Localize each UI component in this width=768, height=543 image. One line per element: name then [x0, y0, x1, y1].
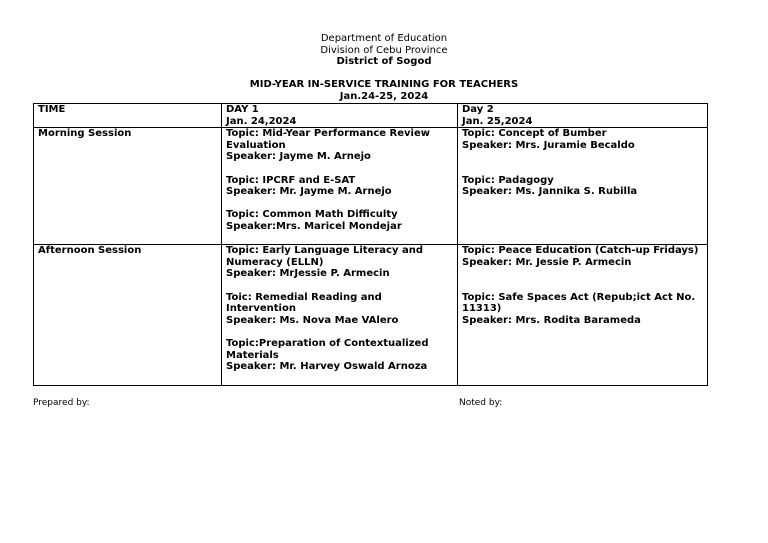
session-topic: Topic: Common Math Difficulty — [226, 209, 398, 221]
morning-day2-cell — [458, 128, 708, 245]
session-topic: Topic: IPCRF and E-SAT — [226, 174, 356, 186]
session-speaker: Speaker: Ms. Jannika S. Rubilla — [462, 186, 638, 198]
afternoon-day2-cell — [458, 245, 708, 386]
session-speaker: Speaker: Mrs. Rodita Barameda — [462, 314, 641, 326]
division-line: Division of Cebu Province — [320, 45, 448, 56]
afternoon-row — [34, 245, 708, 386]
day2-header — [458, 104, 708, 128]
afternoon-time-cell — [34, 245, 222, 386]
session-speaker: Speaker: MrJessie P. Armecin — [226, 268, 390, 280]
day2-date: Jan. 25,2024 — [462, 115, 533, 127]
document-dates: Jan.24-25, 2024 — [339, 91, 429, 102]
session-topic: Topic: Early Language Literacy and Numeracy (ELLN) — [226, 245, 423, 268]
session-topic: Topic: Mid-Year Performance Review Evaluation — [226, 128, 430, 151]
day1-label: DAY 1 — [226, 104, 259, 115]
prepared-by-label: Prepared by: — [33, 398, 90, 408]
session-topic: Topic: Peace Education (Catch-up Fridays) — [462, 245, 699, 257]
session-topic: Topic: Safe Spaces Act (Repub;ict Act No. 11313) — [462, 291, 696, 315]
session-speaker: Speaker:Mrs. Maricel Mondejar — [226, 220, 402, 232]
session-speaker: Speaker: Ms. Nova Mae VAlero — [226, 314, 399, 326]
noted-by-label: Noted by: — [459, 398, 503, 408]
morning-time-cell — [34, 128, 222, 245]
morning-time-label: Morning Session — [38, 128, 132, 140]
morning-row — [34, 128, 708, 245]
morning-day1-cell — [222, 128, 458, 245]
session-topic: Topic: Concept of Bumber — [462, 128, 607, 140]
time-header — [34, 104, 222, 128]
district-line: District of Sogod — [336, 56, 432, 67]
session-topic: Topic:Preparation of Contextualized Materials — [226, 337, 429, 361]
session-topic: Toic: Remedial Reading and Intervention — [226, 291, 382, 315]
session-speaker: Speaker: Mrs. Juramie Becaldo — [462, 139, 635, 151]
day1-header — [222, 104, 458, 128]
time-header-label: TIME — [38, 104, 66, 115]
day2-label: Day 2 — [462, 104, 494, 115]
session-speaker: Speaker: Mr. Harvey Oswald Arnoza — [226, 361, 428, 373]
session-speaker: Speaker: Mr. Jessie P. Armecin — [462, 256, 632, 268]
table-header-row — [34, 104, 708, 128]
department-line: Department of Education — [320, 33, 448, 44]
document-title: MID-YEAR IN-SERVICE TRAINING FOR TEACHERS — [249, 79, 519, 90]
session-speaker: Speaker: Jayme M. Arnejo — [226, 151, 371, 163]
afternoon-day1-cell — [222, 245, 458, 386]
afternoon-time-label: Afternoon Session — [38, 245, 142, 257]
day1-date: Jan. 24,2024 — [226, 115, 297, 127]
session-speaker: Speaker: Mr. Jayme M. Arnejo — [226, 186, 392, 198]
schedule-table — [33, 103, 708, 386]
session-topic: Topic: Padagogy — [462, 174, 554, 186]
